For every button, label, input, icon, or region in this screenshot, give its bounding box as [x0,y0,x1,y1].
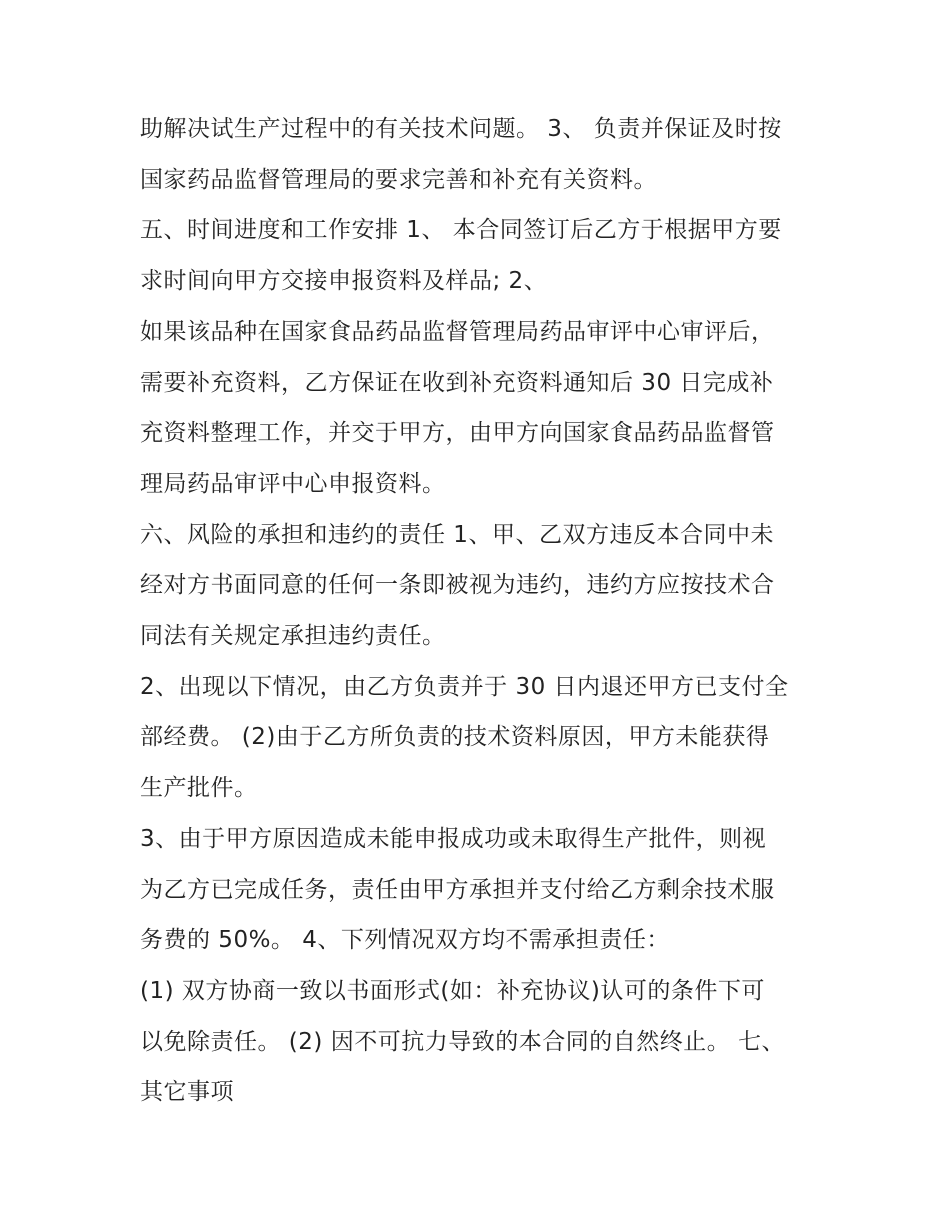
text-line: 国家药品监督管理局的要求完善和补充有关资料。 [140,166,657,193]
text-line: 如果该品种在国家食品药品监督管理局药品审评中心审评后， [140,318,775,345]
text-line: 部经费。 (2)由于乙方所负责的技术资料原因，甲方未能获得 [140,724,770,751]
text-line: 其它事项 [140,1079,234,1106]
text-line: 为乙方已完成任务，责任由甲方承担并支付给乙方剩余技术服 [140,876,775,903]
text-line: 六、风险的承担和违约的责任 1、甲、乙双方违反本合同中未 [140,521,774,548]
text-line: 2、出现以下情况，由乙方负责并于 30 日内退还甲方已支付全 [140,673,789,700]
text-line: 3、由于甲方原因造成未能申报成功或未取得生产批件，则视 [140,825,767,852]
text-line: 需要补充资料，乙方保证在收到补充资料通知后 30 日完成补 [140,369,774,396]
text-line: 求时间向甲方交接申报资料及样品; 2、 [140,268,548,295]
text-line: 同法有关规定承担违约责任。 [140,623,446,650]
text-line: (1) 双方协商一致以书面形式(如：补充协议)认可的条件下可 [140,977,765,1004]
text-line: 经对方书面同意的任何一条即被视为违约，违约方应按技术合 [140,572,775,599]
text-line: 务费的 50%。 4、下列情况双方均不需承担责任： [140,927,670,954]
text-line: 助解决试生产过程中的有关技术问题。 3、 负责并保证及时按 [140,116,782,142]
text-line: 理局药品审评中心申报资料。 [140,470,446,497]
text-line: 充资料整理工作，并交于甲方，由甲方向国家食品药品监督管 [140,420,775,447]
text-line: 五、时间进度和工作安排 1、 本合同签订后乙方于根据甲方要 [140,217,782,244]
text-line: 以免除责任。 (2) 因不可抗力导致的本合同的自然终止。 七、 [140,1028,786,1055]
text-line: 生产批件。 [140,775,258,802]
document-body [140,104,820,1118]
